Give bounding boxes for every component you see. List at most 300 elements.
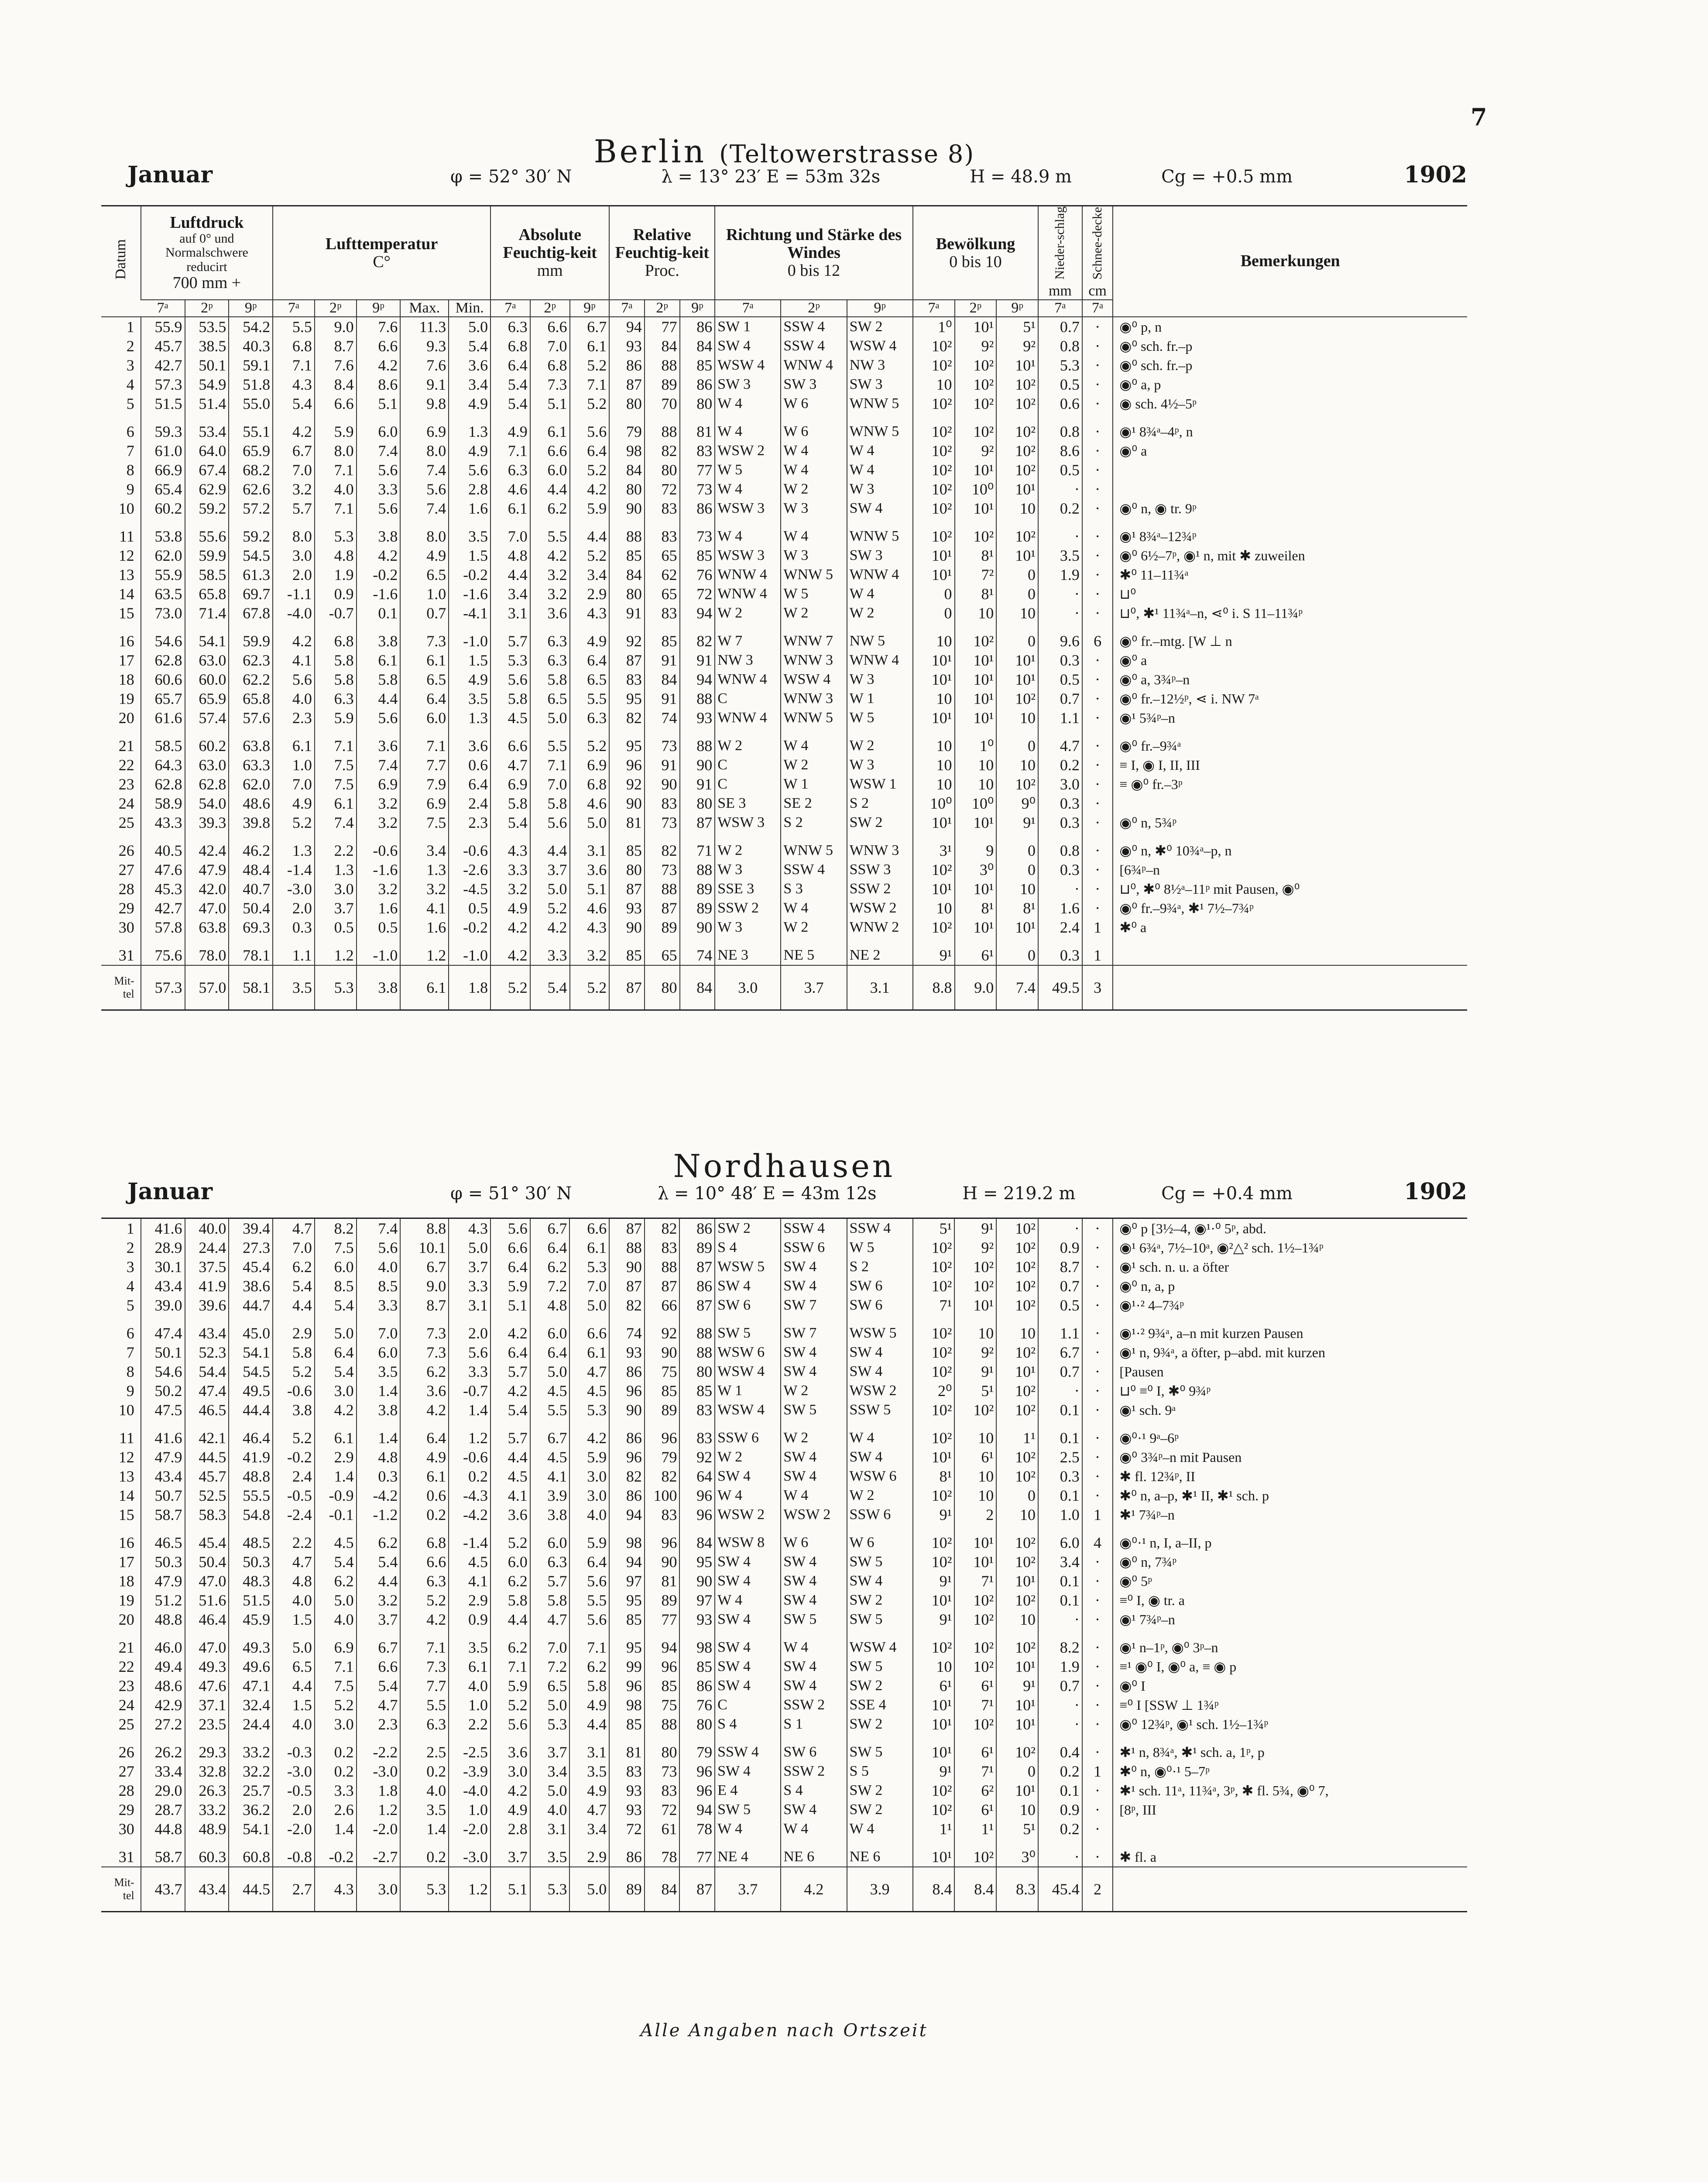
cell: ◉⁰ a, p	[1113, 375, 1467, 394]
cell: ◉⁰ p, n	[1113, 317, 1467, 336]
cell: 90	[609, 1257, 645, 1276]
cell: 6.6	[569, 1315, 609, 1343]
cell: 71	[680, 832, 715, 860]
cell: WSW 2	[715, 1505, 781, 1524]
cell: 8	[126, 461, 134, 479]
cell: 7.3	[400, 1343, 449, 1362]
table-row	[101, 708, 1467, 727]
cell: 0.3	[357, 1467, 401, 1486]
cell: 83	[645, 604, 680, 623]
cell: -1.0	[449, 623, 490, 651]
cell: 10²	[913, 1257, 955, 1276]
cell: 86	[679, 1276, 715, 1296]
cell: 6.4	[400, 1420, 449, 1448]
cell: 4.7	[490, 755, 530, 775]
cell: 5.1	[357, 394, 401, 413]
cell: 3.5	[449, 518, 490, 546]
subheader-h2: 2ᵖ	[781, 300, 847, 317]
cell: 0	[996, 860, 1038, 879]
cell: 8.5	[357, 1276, 401, 1296]
cell: 62.8	[185, 775, 229, 794]
cell: 4.1	[449, 1571, 490, 1591]
cell: C	[715, 755, 781, 775]
mean-cell: 8.4	[954, 1867, 996, 1912]
cell: 47.9	[141, 1571, 185, 1591]
cell: 93	[609, 336, 645, 356]
cell: 90	[680, 918, 715, 937]
cell: SW 6	[781, 1734, 847, 1762]
cell: 61.3	[229, 565, 273, 584]
cell: SW 4	[781, 1362, 847, 1381]
cell: SSW 4	[847, 1218, 913, 1239]
cell: 80	[680, 794, 715, 813]
cell: 5.0	[530, 708, 570, 727]
cell: 59.9	[185, 546, 229, 565]
cell: 82	[645, 441, 680, 460]
cell: 6.0	[357, 413, 401, 441]
cell: 10²	[996, 1238, 1038, 1257]
cell: 62.8	[141, 775, 185, 794]
cell: ·	[1038, 1381, 1082, 1400]
cell: 1	[126, 318, 134, 336]
cell: -2.0	[357, 1819, 401, 1839]
cell: SW 7	[781, 1315, 847, 1343]
cell: 10¹	[913, 879, 955, 899]
cell: 10¹	[954, 1296, 996, 1315]
cell: 10	[996, 1610, 1038, 1629]
cell: 1⁰	[955, 727, 997, 755]
cell: 88	[680, 860, 715, 879]
cell: ·	[1082, 460, 1113, 480]
cell: 47.9	[141, 1448, 185, 1467]
cell: 82	[609, 1467, 645, 1486]
col-schneedecke: Schnee-decke cm	[1082, 206, 1113, 300]
cell: W 1	[847, 689, 913, 708]
table-row	[101, 317, 1467, 336]
cell: 10¹	[955, 670, 997, 689]
cell: 5.6	[570, 413, 610, 441]
cell: 4.9	[400, 546, 449, 565]
cell: 25.7	[229, 1781, 273, 1800]
table-row	[101, 832, 1467, 860]
mean-cell: 5.3	[315, 965, 357, 1010]
cell: -0.2	[315, 1839, 357, 1867]
cell: WSW 4	[715, 1362, 781, 1381]
cell: 99	[609, 1657, 645, 1676]
cell: 10²	[913, 918, 955, 937]
cell: 1	[1082, 918, 1113, 937]
cell: 5.0	[530, 879, 570, 899]
table-row	[101, 1505, 1467, 1524]
cell: 2.9	[570, 584, 610, 604]
cell: 10²	[996, 394, 1038, 413]
cell: 50.1	[141, 1343, 185, 1362]
cell: ·	[1082, 546, 1113, 565]
cell: ·	[1082, 1238, 1113, 1257]
table-row	[101, 1238, 1467, 1257]
cell: 51.2	[141, 1591, 185, 1610]
cell: SSE 4	[847, 1695, 913, 1715]
cell: 88	[609, 1238, 645, 1257]
cell: 3.8	[357, 1400, 401, 1420]
cell: W 4	[715, 1591, 781, 1610]
table-row	[101, 775, 1467, 794]
cell: ◉¹ n–1ᵖ, ◉⁰ 3ᵖ–n	[1113, 1629, 1467, 1657]
cell: 10²	[996, 1296, 1038, 1315]
cell: 76	[679, 1695, 715, 1715]
cell: 3.2	[530, 565, 570, 584]
cell: 5.2	[570, 356, 610, 375]
cell: 88	[645, 1257, 680, 1276]
cell: 3.4	[570, 565, 610, 584]
cell: 57.6	[229, 708, 273, 727]
cell: 10	[913, 623, 955, 651]
cell: 4.0	[400, 1781, 449, 1800]
cell: 18	[118, 1572, 134, 1590]
cell: ·	[1038, 1715, 1082, 1734]
cell: 87	[609, 1276, 645, 1296]
cell: 61	[645, 1819, 680, 1839]
cell: 58.5	[141, 727, 185, 755]
cell: WSW 2	[715, 441, 781, 460]
cell: 6.5	[273, 1657, 315, 1676]
cell: 4	[126, 375, 134, 393]
cell: 3.2	[400, 879, 449, 899]
cell: 48.5	[229, 1524, 273, 1552]
mean-cell: 8.3	[996, 1867, 1038, 1912]
cell: 3.9	[530, 1486, 570, 1505]
cell: ◉¹ 8¾ᵃ–12¾ᵖ	[1113, 518, 1467, 546]
cell: 7.3	[400, 1657, 449, 1676]
mean-cell: 6.1	[400, 965, 449, 1010]
cell: 10	[954, 1467, 996, 1486]
nordhausen-table	[101, 1218, 1467, 1912]
cell: 82	[645, 1467, 680, 1486]
mean-cell: 5.1	[490, 1867, 530, 1912]
cell: 0.9	[449, 1610, 490, 1629]
cell: WNW 3	[781, 651, 847, 670]
cell: 1.0	[400, 584, 449, 604]
cell: 51.5	[229, 1591, 273, 1610]
cell: 6.7	[400, 1257, 449, 1276]
cell: ◉⁰ n, ◉ tr. 9ᵖ	[1113, 499, 1467, 518]
cell: 0.7	[1038, 317, 1082, 336]
cell: -2.0	[273, 1819, 315, 1839]
cell: ◉⁰ a	[1113, 651, 1467, 670]
cell: 1.2	[400, 937, 449, 965]
cell: 49.5	[229, 1381, 273, 1400]
cell: 4.4	[273, 1296, 315, 1315]
cell: 4.3	[273, 375, 315, 394]
cell: 2.6	[315, 1800, 357, 1819]
cell: 6¹	[954, 1448, 996, 1467]
cell: -1.1	[273, 584, 315, 604]
cell: WNW 3	[847, 832, 913, 860]
table-row	[101, 480, 1467, 499]
cell: 4.5	[530, 1448, 570, 1467]
mean-cell: 3.0	[715, 965, 781, 1010]
cell: 10	[954, 1315, 996, 1343]
cell: 6.0	[530, 460, 570, 480]
cell: 4.7	[357, 1695, 401, 1715]
berlin-header	[101, 113, 1467, 205]
cell: ◉⁰ n, a, p	[1113, 1276, 1467, 1296]
cell: 3.6	[490, 1734, 530, 1762]
cell: 48.6	[141, 1676, 185, 1695]
cell: SW 4	[781, 1591, 847, 1610]
cell: 10²	[913, 460, 955, 480]
cell: 0.7	[1038, 1276, 1082, 1296]
mean-cell: 2.7	[273, 1867, 315, 1912]
cell: 6	[126, 422, 134, 440]
cell: 54.1	[229, 1819, 273, 1839]
cell: 88	[609, 518, 645, 546]
cell: 73	[645, 1762, 680, 1781]
cell: -0.2	[357, 565, 401, 584]
cell: 10¹	[996, 1571, 1038, 1591]
cell: SW 3	[715, 375, 781, 394]
cell: 87	[645, 899, 680, 918]
cell: SW 4	[715, 336, 781, 356]
cell: 0.1	[1038, 1781, 1082, 1800]
table-row	[101, 1467, 1467, 1486]
cell: 10²	[954, 1257, 996, 1276]
cell: 10	[954, 1420, 996, 1448]
cell: 17	[118, 1553, 134, 1571]
cell: 7.3	[400, 1315, 449, 1343]
cell: SSW 2	[847, 879, 913, 899]
cell: 87	[609, 1218, 645, 1239]
cell: 1⁰	[913, 317, 955, 336]
subheader-h2: 2ᵖ	[315, 300, 357, 317]
cell: 79	[609, 413, 645, 441]
cell: 4.8	[357, 1448, 401, 1467]
cell: 7.0	[357, 1315, 401, 1343]
cell: W 6	[781, 413, 847, 441]
cell: 9¹	[954, 1218, 996, 1239]
cell: 59.2	[229, 518, 273, 546]
cell: W 2	[781, 1381, 847, 1400]
cell: 2.0	[273, 565, 315, 584]
table-row	[101, 813, 1467, 832]
cell: 10²	[996, 1448, 1038, 1467]
cell: ≡ ◉⁰ fr.–3ᵖ	[1113, 775, 1467, 794]
cell: 41.6	[141, 1420, 185, 1448]
cell: 5.5	[530, 1400, 570, 1420]
cell: 30.1	[141, 1257, 185, 1276]
cell: 2.2	[273, 1524, 315, 1552]
cell: 5.6	[490, 670, 530, 689]
cell: 5.5	[273, 317, 315, 336]
cell: 7.4	[357, 755, 401, 775]
cell: 6.4	[315, 1343, 357, 1362]
cell: 6.1	[490, 499, 530, 518]
cell: 48.9	[185, 1819, 229, 1839]
cell: 5.0	[530, 1362, 570, 1381]
cell: 1.1	[1038, 708, 1082, 727]
cell: 68.2	[229, 460, 273, 480]
cell: SE 2	[781, 794, 847, 813]
cell: 9¹	[913, 1571, 955, 1591]
cell: ✱¹ n, 8¾ᵃ, ✱¹ sch. a, 1ᵖ, p	[1113, 1734, 1467, 1762]
cell: 7.3	[530, 375, 570, 394]
cell: 7¹	[954, 1762, 996, 1781]
cell: 5.7	[273, 499, 315, 518]
cell: WSW 4	[715, 356, 781, 375]
cell: 10²	[913, 480, 955, 499]
cell: W 3	[781, 499, 847, 518]
cell: WSW 6	[715, 1343, 781, 1362]
cell: 10¹	[996, 546, 1038, 565]
cell: 0.2	[400, 1505, 449, 1524]
cell: 10	[996, 604, 1038, 623]
cell: 6.2	[400, 1362, 449, 1381]
cell: 86	[680, 375, 715, 394]
cell: 1.9	[1038, 1657, 1082, 1676]
cell: 10¹	[913, 1448, 955, 1467]
cell: 10²	[913, 1400, 955, 1420]
cell: 6.9	[400, 413, 449, 441]
cell: ·	[1082, 689, 1113, 708]
cell: 3.4	[1038, 1552, 1082, 1571]
cell: 10²	[913, 413, 955, 441]
cell: 3¹	[913, 832, 955, 860]
cell: 3	[126, 1258, 134, 1276]
cell: 5.4	[490, 394, 530, 413]
cell: 5.9	[490, 1676, 530, 1695]
cell: 10²	[954, 1610, 996, 1629]
cell: 44.7	[229, 1296, 273, 1315]
cell: 54.4	[185, 1362, 229, 1381]
cell: 10	[913, 1657, 955, 1676]
cell: SW 2	[847, 317, 913, 336]
cell: 16	[118, 1534, 134, 1551]
cell: 10¹	[955, 460, 997, 480]
cell: 6.5	[530, 1676, 570, 1695]
cell: 6¹	[954, 1676, 996, 1695]
cell: ·	[1082, 651, 1113, 670]
cell: W 2	[715, 1448, 781, 1467]
cell: 62.2	[229, 670, 273, 689]
cell: 97	[609, 1571, 645, 1591]
cell: WSW 1	[847, 775, 913, 794]
cell: 10²	[913, 1781, 955, 1800]
mean-cell: 5.2	[570, 965, 610, 1010]
cell: 10²	[913, 1524, 955, 1552]
cell: 5.6	[357, 460, 401, 480]
cell: 13	[118, 566, 134, 583]
cell: 5.2	[490, 1524, 530, 1552]
cell: 86	[609, 1420, 645, 1448]
cell: 4.2	[570, 480, 610, 499]
cell: WNW 3	[781, 689, 847, 708]
mean-cell: 43.4	[185, 1867, 229, 1912]
cell: WSW 2	[781, 1505, 847, 1524]
cell: 6.4	[490, 356, 530, 375]
table-row	[101, 1420, 1467, 1448]
cell: 39.4	[229, 1218, 273, 1239]
cell: 10²	[996, 1552, 1038, 1571]
cell: 5.5	[570, 689, 610, 708]
cell: 93	[609, 899, 645, 918]
cell: 91	[680, 651, 715, 670]
cell: 93	[679, 1610, 715, 1629]
cell: 8¹	[913, 1467, 955, 1486]
cell: 47.0	[185, 1571, 229, 1591]
cell: 94	[609, 1505, 645, 1524]
cell: 47.5	[141, 1400, 185, 1420]
cell: 23	[118, 1677, 134, 1695]
cell: 89	[645, 1400, 680, 1420]
cell: S 4	[781, 1781, 847, 1800]
cell: 53.5	[185, 317, 229, 336]
cell: 3.7	[449, 1257, 490, 1276]
table-row	[101, 651, 1467, 670]
cell: 97	[679, 1591, 715, 1610]
cell: ≡⁰ I, ◉ tr. a	[1113, 1591, 1467, 1610]
cell: 10⁰	[955, 480, 997, 499]
cell: SW 4	[715, 1629, 781, 1657]
cell: 6.5	[570, 670, 610, 689]
cell: 4.2	[400, 1610, 449, 1629]
cell: 88	[680, 689, 715, 708]
cell: 100	[645, 1486, 680, 1505]
cell: 48.8	[229, 1467, 273, 1486]
cell: W 2	[847, 727, 913, 755]
mean-cell: 4.3	[315, 1867, 357, 1912]
cell: 10¹	[996, 1695, 1038, 1715]
cell: 94	[680, 604, 715, 623]
cell: 10¹	[996, 1715, 1038, 1734]
cell: 90	[645, 775, 680, 794]
cell: 0	[996, 1762, 1038, 1781]
cell: 46.5	[141, 1524, 185, 1552]
cell: 8.6	[1038, 441, 1082, 460]
cell: 88	[645, 413, 680, 441]
cell: W 6	[781, 1524, 847, 1552]
cell: ·	[1082, 584, 1113, 604]
cell: 7.1	[569, 1629, 609, 1657]
cell: ◉⁰ n, ✱⁰ 10¾ᵃ–p, n	[1113, 832, 1467, 860]
cell: 1.5	[449, 546, 490, 565]
cell: SSE 3	[715, 879, 781, 899]
cell: [8ᵖ, III	[1113, 1800, 1467, 1819]
cell: W 4	[781, 899, 847, 918]
cell: 78	[645, 1839, 680, 1867]
cell: ≡⁰ I [SSW ⊥ 1¾ᵖ	[1113, 1695, 1467, 1715]
cell: 2.4	[1038, 918, 1082, 937]
cell: 80	[645, 1734, 680, 1762]
cell: 63.0	[185, 651, 229, 670]
col-lufttemperatur: Lufttemperatur C°	[273, 206, 490, 300]
cell: 10.1	[400, 1238, 449, 1257]
cell: SW 4	[715, 1762, 781, 1781]
cell: 51.5	[141, 394, 185, 413]
cell: 5.6	[449, 1343, 490, 1362]
cell: 85	[609, 937, 645, 965]
cell: 2	[126, 337, 134, 355]
cell: 5¹	[996, 317, 1038, 336]
cell: 45.4	[185, 1524, 229, 1552]
cell: 5.2	[490, 1695, 530, 1715]
subheader-h7: 7ᵃ	[141, 300, 185, 317]
cell: 7.6	[357, 317, 401, 336]
cell: S 2	[847, 1257, 913, 1276]
cell: 4.0	[273, 689, 315, 708]
cell: 6.4	[530, 1238, 570, 1257]
cell: 11.3	[400, 317, 449, 336]
cell: 1.5	[273, 1610, 315, 1629]
